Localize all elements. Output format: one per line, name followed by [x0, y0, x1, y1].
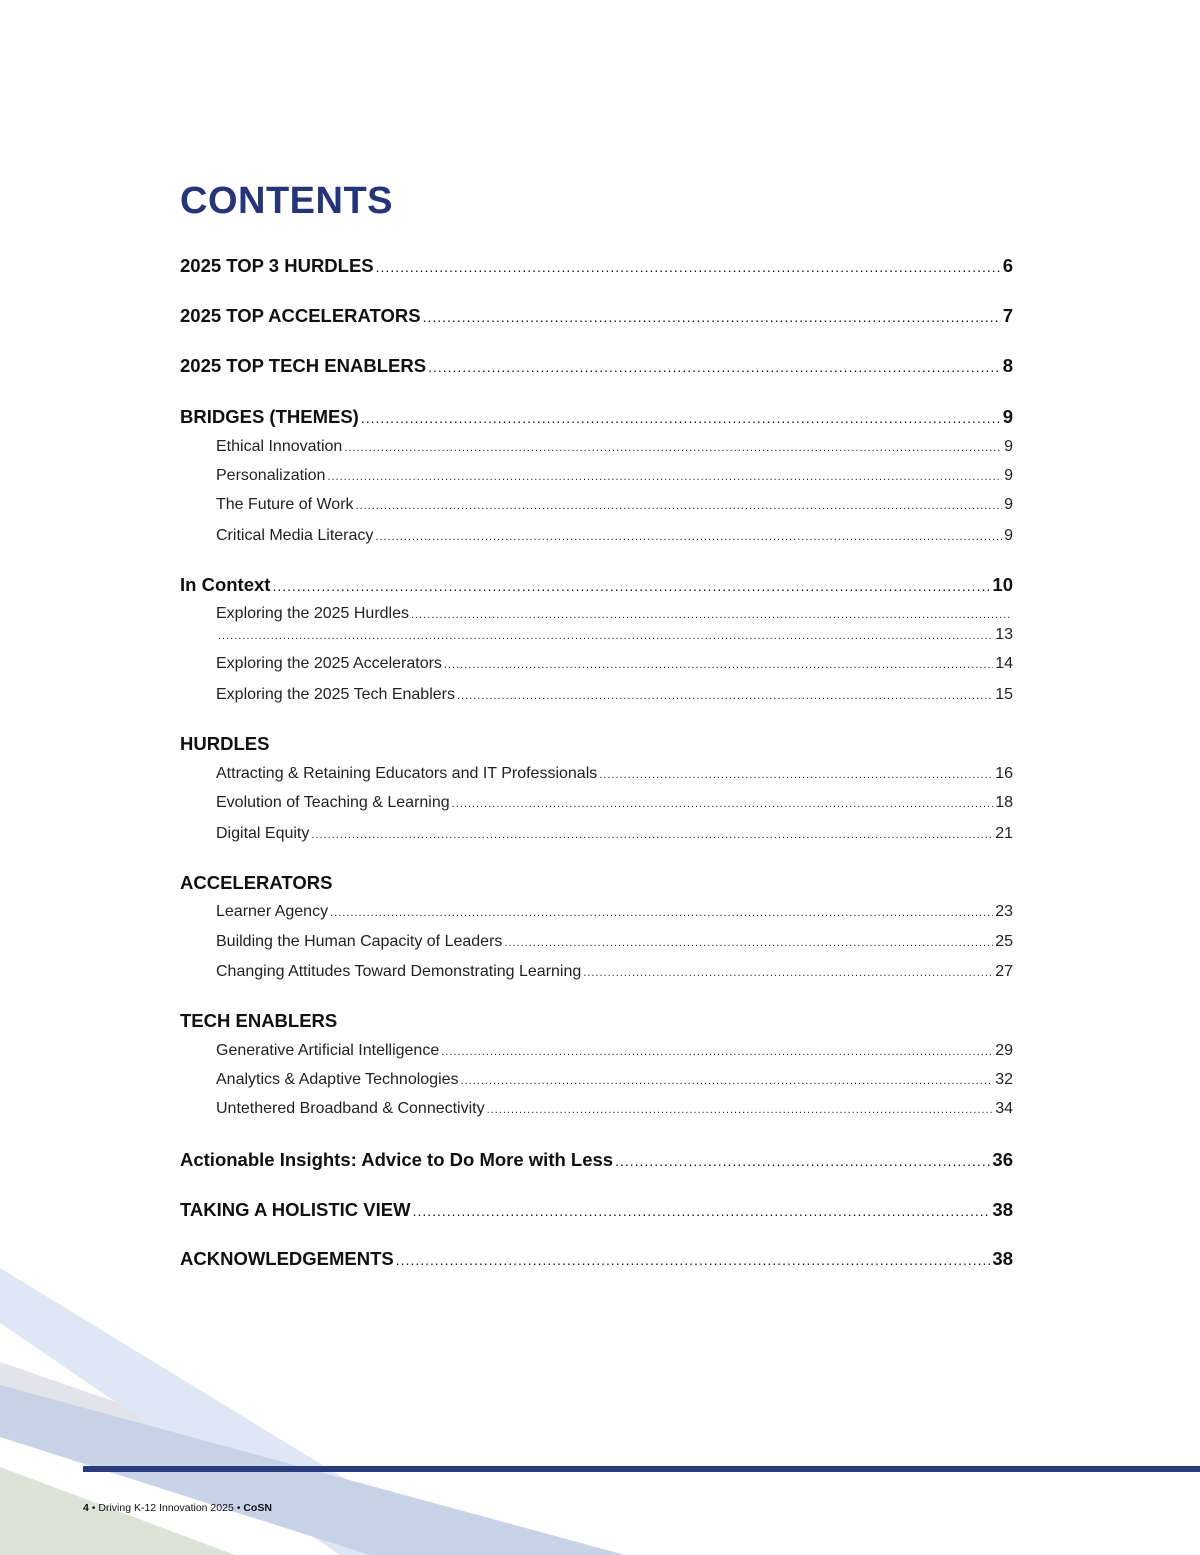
toc-entry-page: 10: [992, 574, 1013, 595]
toc-entry-page: 38: [992, 1199, 1013, 1220]
dot-leader: [599, 769, 993, 781]
toc-entry[interactable]: [216, 686, 1013, 704]
toc-entry[interactable]: [216, 1100, 1013, 1118]
toc-entry-label: Ethical Innovation: [216, 438, 343, 455]
toc-entry-label: Digital Equity: [216, 825, 310, 842]
toc-entry-page: 21: [995, 825, 1013, 842]
toc-entry-page: 38: [992, 1248, 1013, 1269]
toc-entry-page: 25: [995, 933, 1013, 950]
toc-entry-page: 8: [1002, 355, 1013, 376]
dot-leader: [411, 609, 1011, 621]
toc-entry-page: 9: [1004, 527, 1013, 544]
dot-leader: [615, 1153, 990, 1169]
toc-entry-page: 9: [1002, 406, 1013, 427]
toc-entry-label: Analytics & Adaptive Technologies: [216, 1071, 459, 1088]
toc-entry[interactable]: [216, 496, 1013, 514]
toc-entry-label: 2025 TOP ACCELERATORS: [180, 305, 421, 326]
toc-entry-label: Attracting & Retaining Educators and IT Professionals: [216, 765, 598, 782]
footer: [83, 1502, 272, 1514]
toc-entry[interactable]: [216, 1071, 1013, 1089]
dot-leader: [413, 1203, 991, 1219]
toc-entry-page: 32: [995, 1071, 1013, 1088]
toc-section-heading: ACCELERATORS: [180, 872, 333, 893]
dot-leader: [311, 829, 993, 841]
toc-entry-label: The Future of Work: [216, 496, 354, 513]
toc-entry-label: In Context: [180, 574, 271, 595]
toc-entry-label: Evolution of Teaching & Learning: [216, 794, 450, 811]
toc-entry-label: BRIDGES (THEMES): [180, 406, 359, 427]
toc-section-heading: HURDLES: [180, 733, 270, 754]
toc-entry[interactable]: [180, 305, 1013, 327]
toc-entry[interactable]: [216, 963, 1013, 981]
dot-leader: [423, 309, 1001, 325]
toc-entry-page: 9: [1004, 438, 1013, 455]
toc-entry[interactable]: [180, 355, 1013, 377]
toc-entry-label: Learner Agency: [216, 903, 329, 920]
toc-entry-label: 2025 TOP TECH ENABLERS: [180, 355, 427, 376]
dot-leader: [376, 259, 1001, 275]
toc-entry-label: Changing Attitudes Toward Demonstrating Learning: [216, 963, 582, 980]
toc-section-heading: TECH ENABLERS: [180, 1010, 338, 1031]
footer-org: CoSN: [243, 1502, 272, 1514]
toc-entry[interactable]: [216, 825, 1013, 843]
toc-entry[interactable]: [180, 1248, 1013, 1270]
footer-separator: •: [236, 1502, 241, 1514]
dot-leader: [452, 798, 994, 810]
toc-entry-label: Building the Human Capacity of Leaders: [216, 933, 503, 950]
toc-entry-page: 9: [1004, 467, 1013, 484]
footer-rule: [83, 1466, 1200, 1472]
toc-entry[interactable]: [180, 255, 1013, 277]
toc-entry-label: ACKNOWLEDGEMENTS: [180, 1248, 394, 1269]
toc-entry[interactable]: [216, 527, 1013, 545]
toc-entry-label: Untethered Broadband & Connectivity: [216, 1100, 485, 1117]
toc-entry-label: Exploring the 2025 Accelerators: [216, 655, 442, 672]
toc-entry-page: 15: [995, 686, 1013, 703]
toc-entry[interactable]: [216, 765, 1013, 783]
dot-leader: [504, 937, 993, 949]
toc-entry[interactable]: [216, 467, 1013, 485]
toc-entry[interactable]: [180, 574, 1013, 596]
dot-leader: [461, 1075, 994, 1087]
toc-entry[interactable]: [216, 655, 1013, 673]
toc-entry-page: 13: [995, 626, 1013, 643]
page-title: CONTENTS: [180, 180, 393, 222]
toc-entry[interactable]: [216, 794, 1013, 812]
toc-entry-page: 16: [995, 765, 1013, 782]
dot-leader: [356, 500, 1003, 512]
toc-entry[interactable]: [216, 1042, 1013, 1060]
toc-entry-page: 9: [1004, 496, 1013, 513]
dot-leader: [361, 410, 1001, 426]
toc-entry-page: 6: [1002, 255, 1013, 276]
toc-entry[interactable]: [216, 626, 1013, 644]
dot-leader: [375, 531, 1002, 543]
toc-entry-label: 2025 TOP 3 HURDLES: [180, 255, 374, 276]
dot-leader: [272, 578, 990, 594]
toc-entry-label: Exploring the 2025 Hurdles: [216, 605, 410, 622]
dot-leader: [583, 967, 993, 979]
toc-entry-label: TAKING A HOLISTIC VIEW: [180, 1199, 411, 1220]
toc-entry-label: Exploring the 2025 Tech Enablers: [216, 686, 455, 703]
dot-leader: [327, 471, 1002, 483]
dot-leader: [441, 1046, 993, 1058]
toc-entry-label: Generative Artificial Intelligence: [216, 1042, 440, 1059]
toc-entry-page: 34: [995, 1100, 1013, 1117]
toc-entry[interactable]: [216, 438, 1013, 456]
footer-publication: Driving K-12 Innovation 2025: [98, 1502, 234, 1514]
toc-entry[interactable]: [216, 903, 1013, 921]
dot-leader: [487, 1104, 994, 1116]
dot-leader: [218, 630, 993, 642]
toc-entry-label: Personalization: [216, 467, 326, 484]
toc-entry[interactable]: [180, 406, 1013, 428]
toc-entry-page: 7: [1002, 305, 1013, 326]
dot-leader: [428, 359, 1001, 375]
toc-entry[interactable]: [180, 1199, 1013, 1221]
toc-entry[interactable]: [180, 1149, 1013, 1171]
toc-entry-page: 23: [995, 903, 1013, 920]
footer-separator: •: [91, 1502, 96, 1514]
dot-leader: [444, 659, 993, 671]
toc-entry[interactable]: [216, 605, 1013, 623]
toc-entry-label: Actionable Insights: Advice to Do More with Less: [180, 1149, 614, 1170]
toc-entry-page: 29: [995, 1042, 1013, 1059]
toc-entry-page: 27: [995, 963, 1013, 980]
dot-leader: [330, 907, 993, 919]
dot-leader: [457, 690, 993, 702]
toc-entry-page: 18: [995, 794, 1013, 811]
toc-entry-label: Critical Media Literacy: [216, 527, 374, 544]
toc-entry-page: 14: [995, 655, 1013, 672]
toc-entry-page: 36: [992, 1149, 1013, 1170]
dot-leader: [396, 1252, 991, 1268]
footer-page-number: 4: [83, 1502, 89, 1514]
dot-leader: [344, 442, 1002, 454]
toc-entry[interactable]: [216, 933, 1013, 951]
